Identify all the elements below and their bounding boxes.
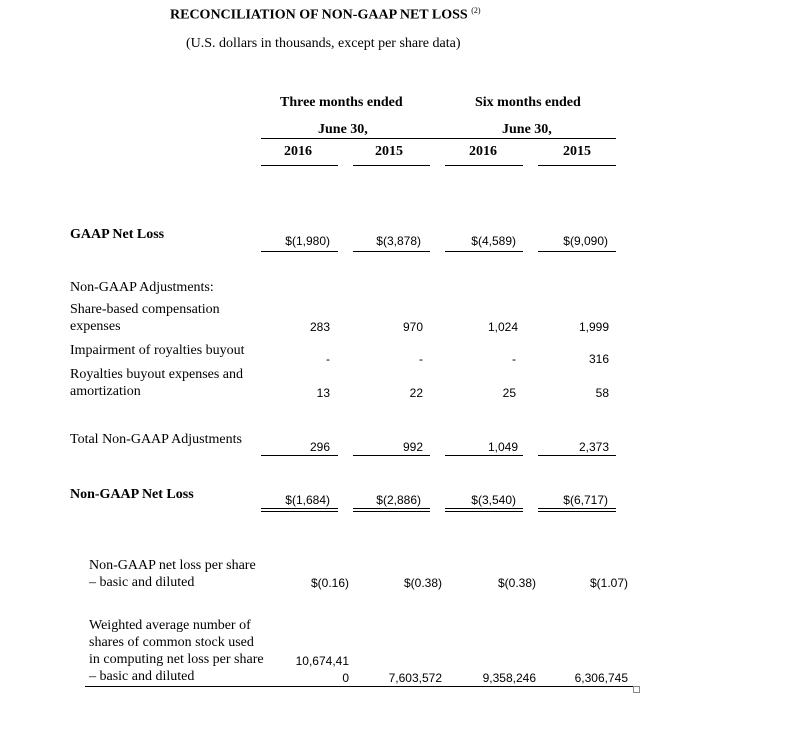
footnote-marker: (2) (471, 6, 481, 15)
share-based-label-line2: expenses (70, 319, 121, 334)
net-loss-double-rule-3 (445, 508, 523, 512)
weighted-avg-value-line2: 0 (342, 671, 349, 685)
per-share-value: $(1.07) (589, 576, 628, 590)
weighted-avg-label-line4: – basic and diluted (89, 669, 195, 684)
royalties-value: 13 (316, 386, 330, 400)
non-gaap-net-loss-value: $(3,540) (471, 493, 516, 507)
report-subtitle: (U.S. dollars in thousands, except per share data) (186, 36, 461, 51)
gaap-rule-2 (353, 251, 430, 252)
total-adjustments-value: 992 (402, 440, 423, 454)
gaap-net-loss-value: $(1,980) (285, 234, 330, 248)
year-rule-3 (445, 165, 523, 166)
non-gaap-net-loss-value: $(6,717) (563, 493, 608, 507)
total-adjustments-value: 296 (309, 440, 330, 454)
net-loss-double-rule-2 (353, 508, 430, 512)
royalties-value: 25 (502, 386, 516, 400)
report-title-text: RECONCILIATION OF NON-GAAP NET LOSS (170, 7, 468, 23)
non-gaap-net-loss-value: $(1,684) (285, 493, 330, 507)
non-gaap-adjustments-label: Non-GAAP Adjustments: (70, 280, 214, 295)
royalties-label-line2: amortization (70, 384, 141, 399)
weighted-avg-value: 9,358,246 (482, 671, 536, 685)
header-six-months: Six months ended (475, 95, 581, 110)
gaap-net-loss-value: $(9,090) (563, 234, 608, 248)
year-rule-2 (353, 165, 430, 166)
share-based-label-line1: Share-based compensation (70, 302, 220, 317)
non-gaap-net-loss-value: $(2,886) (376, 493, 421, 507)
share-based-value: 1,024 (487, 320, 518, 334)
header-year-1: 2016 (284, 144, 312, 159)
table-resize-handle[interactable] (633, 686, 640, 693)
header-three-months-date: June 30, (318, 122, 368, 137)
total-rule-4 (538, 455, 616, 456)
weighted-avg-label-line1: Weighted average number of (89, 618, 251, 633)
header-three-months: Three months ended (280, 95, 403, 110)
gaap-net-loss-value: $(3,878) (376, 234, 421, 248)
share-based-value: 970 (402, 320, 423, 334)
royalties-label-line1: Royalties buyout expenses and (70, 367, 244, 382)
share-based-value: 283 (309, 320, 330, 334)
header-rule-top (261, 138, 616, 139)
header-year-3: 2016 (469, 144, 497, 159)
year-rule-4 (538, 165, 616, 166)
per-share-label-line2: – basic and diluted (89, 575, 195, 590)
net-loss-double-rule-4 (538, 508, 616, 512)
gaap-net-loss-label: GAAP Net Loss (70, 227, 165, 242)
year-rule-1 (261, 165, 338, 166)
non-gaap-net-loss-label: Non-GAAP Net Loss (70, 487, 194, 502)
header-six-months-date: June 30, (502, 122, 552, 137)
weighted-avg-value: 7,603,572 (388, 671, 442, 685)
weighted-avg-value: 6,306,745 (574, 671, 628, 685)
total-adjustments-label: Total Non-GAAP Adjustments (70, 432, 242, 447)
gaap-rule-3 (445, 251, 523, 252)
weighted-avg-value-line1: 10,674,41 (295, 654, 349, 668)
total-rule-3 (445, 455, 523, 456)
per-share-value: $(0.38) (497, 576, 536, 590)
report-title (170, 6, 481, 24)
gaap-net-loss-value: $(4,589) (471, 234, 516, 248)
share-based-value: 1,999 (578, 320, 609, 334)
total-adjustments-value: 1,049 (487, 440, 518, 454)
gaap-rule-1 (261, 251, 338, 252)
total-adjustments-value: 2,373 (578, 440, 609, 454)
impairment-value: - (419, 352, 423, 366)
table-bottom-rule (85, 686, 634, 687)
weighted-avg-label-line2: shares of common stock used (89, 635, 254, 650)
header-year-4: 2015 (563, 144, 591, 159)
weighted-avg-label-line3: in computing net loss per share (89, 652, 264, 667)
impairment-value: 316 (588, 352, 609, 366)
royalties-value: 22 (409, 386, 423, 400)
header-year-2: 2015 (375, 144, 403, 159)
total-rule-1 (261, 455, 338, 456)
per-share-value: $(0.16) (310, 576, 349, 590)
gaap-rule-4 (538, 251, 616, 252)
per-share-label-line1: Non-GAAP net loss per share (89, 558, 256, 573)
impairment-value: - (326, 352, 330, 366)
impairment-value: - (512, 352, 516, 366)
impairment-label: Impairment of royalties buyout (70, 343, 245, 358)
royalties-value: 58 (595, 386, 609, 400)
per-share-value: $(0.38) (403, 576, 442, 590)
net-loss-double-rule-1 (261, 508, 338, 512)
total-rule-2 (353, 455, 430, 456)
